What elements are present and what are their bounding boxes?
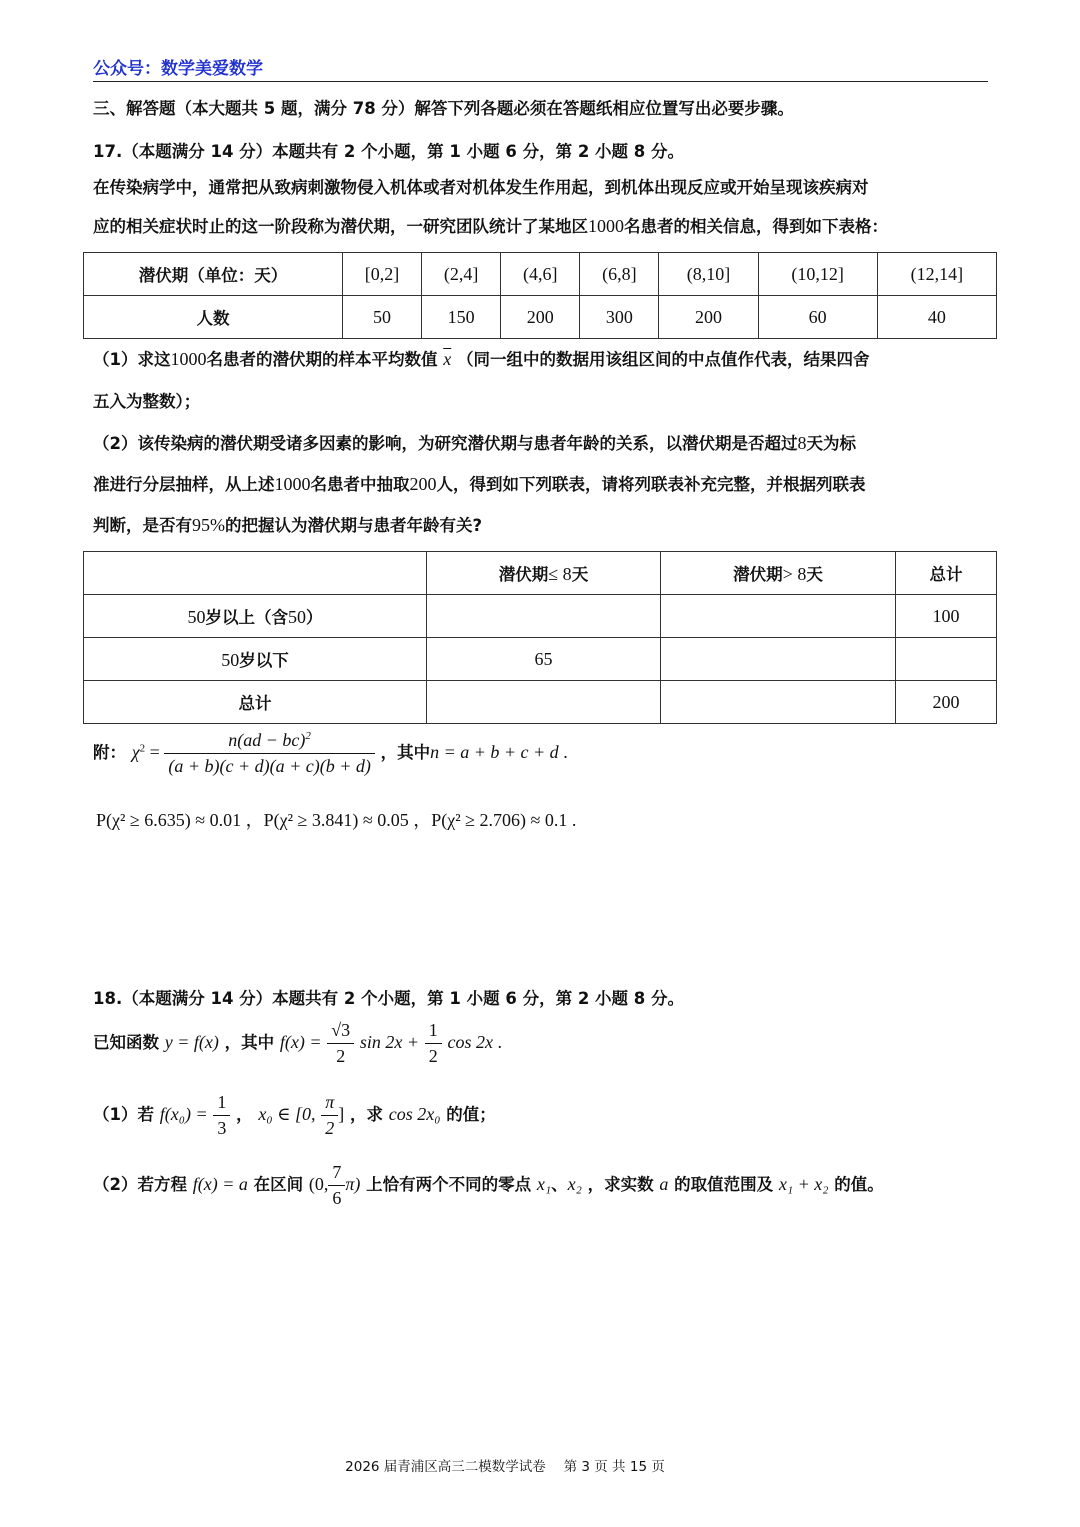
table1-count: 60 xyxy=(758,296,877,339)
table2-cell xyxy=(661,595,896,638)
table1-count: 150 xyxy=(422,296,501,339)
header-rule xyxy=(93,81,988,82)
table2-cell xyxy=(896,638,997,681)
q17-part2-line2: 准进行分层抽样，从上述1000名患者中抽取200人，得到如下列联表，请将列联表补充完整，并根据列联表 xyxy=(93,474,866,494)
table2-corner xyxy=(84,552,427,595)
q17-part1-line1: （1）求这1000名患者的潜伏期的样本平均数值 $\overline{x}$ （同一组中的数据用该组区间的中点值作代表，结果四舍 xyxy=(93,349,870,369)
table1-interval: (4,6] xyxy=(501,253,580,296)
q17-intro-line1: 在传染病学中，通常把从致病刺激物侵入机体或者对机体发生作用起，到机体出现反应或开始呈现该疾病对 xyxy=(93,178,869,197)
table2-row-total: 总计 xyxy=(84,681,427,724)
table1-interval: (2,4] xyxy=(422,253,501,296)
table2-cell xyxy=(427,681,661,724)
table2-col-gt8: 潜伏期> 8天 xyxy=(661,552,896,595)
table2-row-over50: 50岁以上（含50） xyxy=(84,595,427,638)
table2-cell: 65 xyxy=(427,638,661,681)
q17-part2-line1: （2）该传染病的潜伏期受诸多因素的影响，为研究潜伏期与患者年龄的关系，以潜伏期是否超过8天为标 xyxy=(93,433,856,453)
table1-interval: (10,12] xyxy=(758,253,877,296)
table1-count: 300 xyxy=(580,296,659,339)
table2-cell xyxy=(661,638,896,681)
table1-count: 50 xyxy=(343,296,422,339)
q17-frequency-table xyxy=(83,252,997,339)
table2-col-total: 总计 xyxy=(896,552,997,595)
table1-count: 40 xyxy=(877,296,996,339)
table1-count: 200 xyxy=(659,296,758,339)
q18-given: 已知函数 y = f(x) ，其中 f(x) = $\frac{√3}{2}$ sin 2x + $\frac{1}{2}$ cos 2x . xyxy=(93,1020,503,1066)
q18-heading: 18.（本题满分 14 分）本题共有 2 个小题，第 1 小题 6 分，第 2 小题 8 分。 xyxy=(93,989,685,1008)
table2-col-le8: 潜伏期≤ 8天 xyxy=(427,552,661,595)
section-title: 三、解答题（本大题共 5 题，满分 78 分）解答下列各题必须在答题纸相应位置写出必要步骤。 xyxy=(93,99,794,118)
header-account: 公众号：数学美爱数学 xyxy=(93,59,263,79)
table1-interval: (12,14] xyxy=(877,253,996,296)
table1-count: 200 xyxy=(501,296,580,339)
q18-part2: （2）若方程 f(x) = a 在区间 (0, $\frac{7}{6}$ π) 上恰有两个不同的零点 x₁、x₂ ，求实数 a 的取值范围及 x₁ + x₂ 的值。 xyxy=(93,1162,884,1208)
q17-heading: 17.（本题满分 14 分）本题共有 2 个小题，第 1 小题 6 分，第 2 小题 8 分。 xyxy=(93,142,685,161)
table2-row-under50: 50岁以下 xyxy=(84,638,427,681)
table1-interval: [0,2] xyxy=(343,253,422,296)
table2-cell xyxy=(427,595,661,638)
table1-interval: (6,8] xyxy=(580,253,659,296)
table2-cell: 200 xyxy=(896,681,997,724)
page-footer: 2026 届青浦区高三二模数学试卷 第 3 页 共 15 页 xyxy=(345,1459,665,1475)
chi-square-probabilities: P(χ² ≥ 6.635) ≈ 0.01 ，P(χ² ≥ 3.841) ≈ 0.05 ，P(χ² ≥ 2.706) ≈ 0.1 . xyxy=(96,810,577,830)
table2-cell: 100 xyxy=(896,595,997,638)
table1-header-label: 潜伏期（单位：天） xyxy=(84,253,343,296)
q17-intro-line2: 应的相关症状时止的这一阶段称为潜伏期，一研究团队统计了某地区1000名患者的相关信息，得到如下表格： xyxy=(93,216,888,236)
q17-contingency-table xyxy=(83,551,997,724)
table1-interval: (8,10] xyxy=(659,253,758,296)
q18-part1: （1）若 f(x₀) = $\frac{1}{3}$ ， x₀ ∈ [0, $\frac{\pi}{2}$ ] ，求 cos 2x₀ 的值； xyxy=(93,1092,496,1138)
q17-part2-line3: 判断，是否有95%的把握认为潜伏期与患者年龄有关? xyxy=(93,515,483,535)
table1-count-label: 人数 xyxy=(84,296,343,339)
q17-part1-line2: 五入为整数）； xyxy=(93,392,201,411)
chi-square-formula: 附： $\chi^2$ = $\frac{n(ad - bc)^2}{(a + b)(c + d)(a + c)(b + d)}$ ，其中n = a + b + c + d . xyxy=(93,730,568,776)
table2-cell xyxy=(661,681,896,724)
